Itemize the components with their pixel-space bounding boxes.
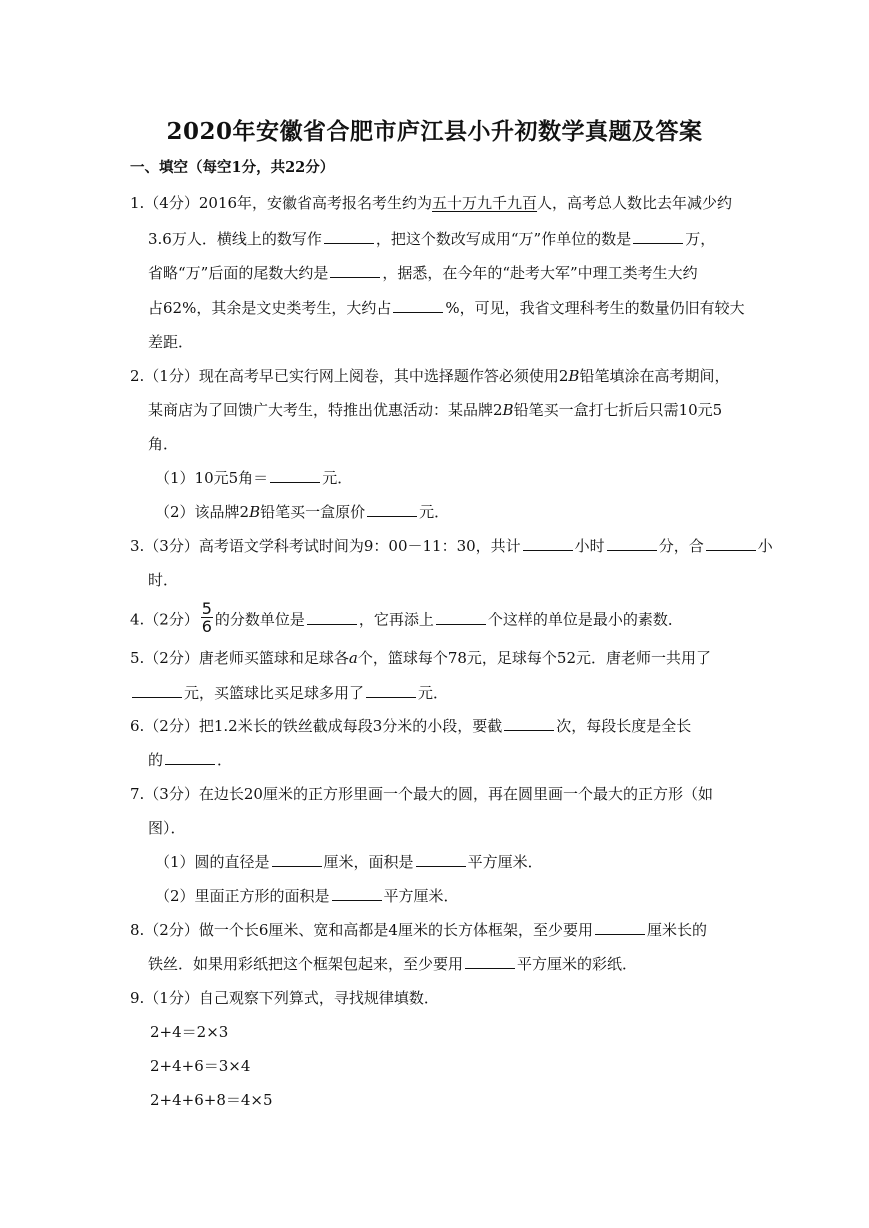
answer-blank[interactable] [595,920,645,935]
question-8-line-1: 8.（2分）做一个长6厘米、宽和高都是4厘米的长方体框架，至少要用 厘米长的 [130,921,707,939]
answer-blank[interactable] [393,298,443,313]
question-2-sub-1: （1）10元5角＝ 元． [155,469,353,487]
answer-blank[interactable] [367,502,417,517]
answer-blank[interactable] [465,954,515,969]
answer-blank[interactable] [366,683,416,698]
answer-blank[interactable] [436,610,486,625]
question-1-line-2: 3.6万人．横线上的数写作 ，把这个数改写成用“万”作单位的数是 万， [148,230,716,248]
answer-blank[interactable] [270,468,320,483]
answer-blank[interactable] [416,852,466,867]
answer-blank[interactable] [607,536,657,551]
answer-blank[interactable] [332,886,382,901]
question-7-sub-1: （1）圆的直径是 厘米，面积是 平方厘米． [155,853,543,871]
question-7-line-2: 图）． [148,819,186,837]
question-9-line-1: 9.（1分）自己观察下列算式，寻找规律填数． [130,989,439,1007]
equation-3: 2+4+6+8＝4×5 [150,1091,273,1109]
question-1-line-4: 占62%，其余是文史类考生，大约占 %，可见，我省文理科考生的数量仍旧有较大 [148,299,745,317]
fraction-denominator: 6 [201,617,212,636]
question-5-line-2: 元，买篮球比买足球多用了 元． [130,683,448,703]
question-5-line-1: 5.（2分）唐老师买篮球和足球各a个，篮球每个78元，足球每个52元．唐老师一共用了 [130,649,711,667]
answer-blank[interactable] [504,716,554,731]
answer-blank[interactable] [307,610,357,625]
answer-blank[interactable] [324,229,374,244]
question-2-line-1: 2.（1分）现在高考早已实行网上阅卷，其中选择题作答必须使用2B铅笔填涂在高考期间， [130,367,730,385]
question-2-sub-2: （2）该品牌2B铅笔买一盒原价 元． [155,503,450,521]
answer-blank[interactable] [706,536,756,551]
answer-blank[interactable] [330,263,380,278]
answer-blank[interactable] [132,683,182,698]
section-heading: 一、填空（每空1分，共22分） [130,159,335,176]
answer-blank[interactable] [523,536,573,551]
question-3-line-1: 3.（3分）高考语文学科考试时间为9：00－11：30，共计 小时 分，合 小 [130,537,773,555]
question-8-line-2: 铁丝．如果用彩纸把这个框架包起来，至少要用 平方厘米的彩纸． [148,955,638,973]
question-6-line-1: 6.（2分）把1.2米长的铁丝截成每段3分米的小段，要截 次，每段长度是全长 [130,717,692,735]
question-1-line-5: 差距． [148,333,194,351]
question-3-line-2: 时． [148,571,179,589]
question-1-line-1: 1.（4分）2016年，安徽省高考报名考生约为五十万九千九百人，高考总人数比去年减少约 [130,194,733,212]
question-7-line-1: 7.（3分）在边长20厘米的正方形里画一个最大的圆，再在圆里画一个最大的正方形（如 [130,785,713,803]
document-title: 2020年安徽省合肥市庐江县小升初数学真题及答案 [166,118,703,145]
question-7-sub-2: （2）里面正方形的面积是 平方厘米． [155,887,459,905]
equation-2: 2+4+6＝3×4 [150,1057,251,1075]
question-6-line-2: 的 ． [148,751,233,769]
equation-1: 2+4＝2×3 [150,1023,229,1041]
underlined-number: 五十万九千九百 [432,194,538,212]
question-2-line-2: 某商店为了回馈广大考生，特推出优惠活动：某品牌2B铅笔买一盒打七折后只需10元5 [148,401,723,419]
fraction-numerator: 5 [201,599,212,618]
answer-blank[interactable] [165,750,215,765]
question-4-line-1: 4.（2分） $\frac{5}{6}$ 的分数单位是 ，它再添上 个这样的单位是最小的素数． [130,599,683,636]
answer-blank[interactable] [272,852,322,867]
answer-blank[interactable] [633,229,683,244]
question-1-line-3: 省略“万”后面的尾数大约是 ，据悉，在今年的“赴考大军”中理工类考生大约 [148,264,698,282]
fraction [201,600,213,635]
question-2-line-3: 角． [148,435,179,453]
